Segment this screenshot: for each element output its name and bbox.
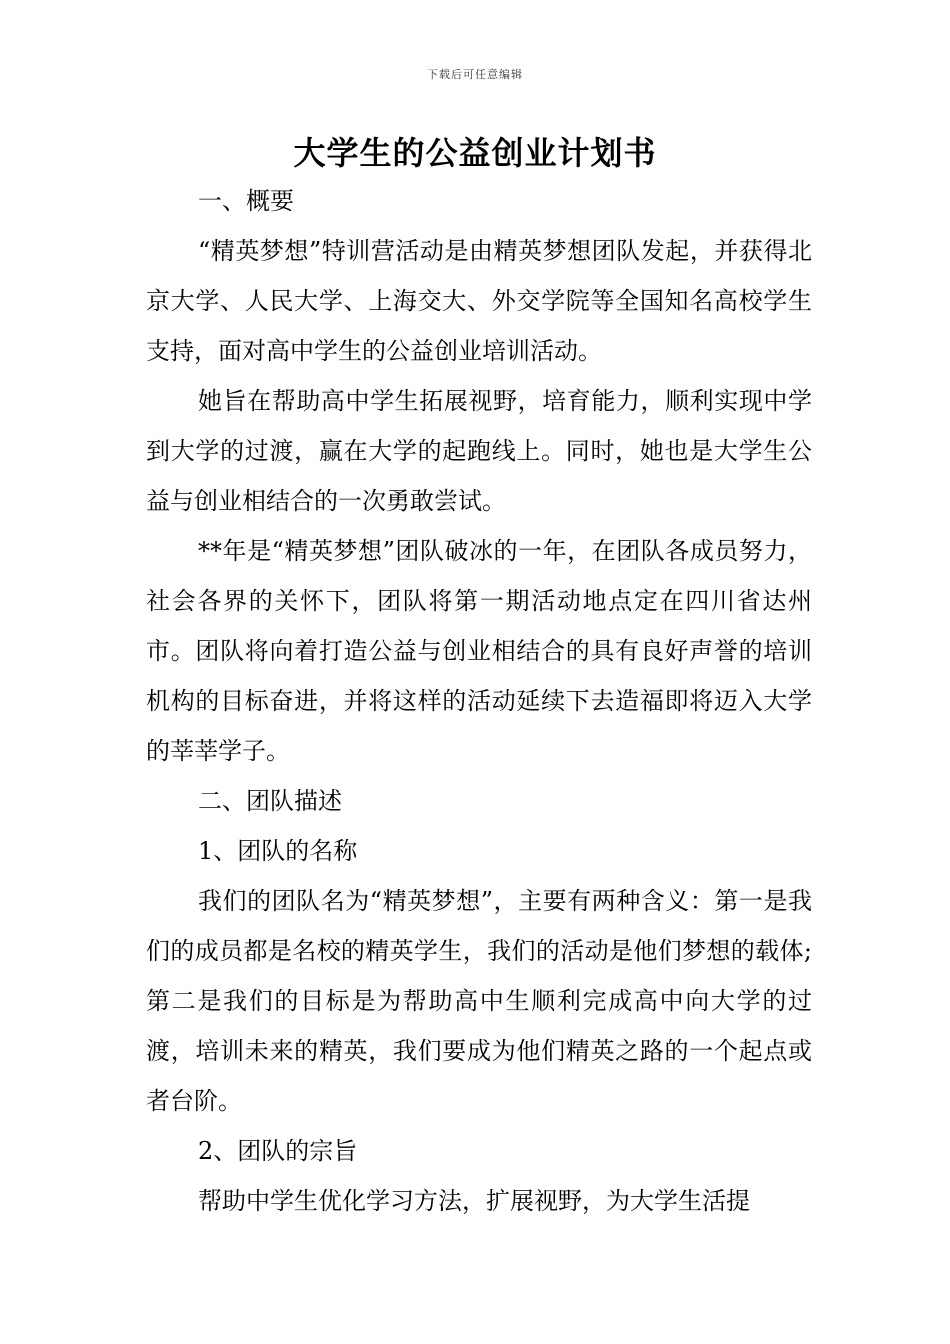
header-note: 下载后可任意编辑 — [427, 68, 523, 81]
paragraph-overview-1: “精英梦想”特训营活动是由精英梦想团队发起，并获得北京大学、人民大学、上海交大、外交学院等全国知名高校学生支持，面对高中学生的公益创业培训活动。 — [146, 237, 812, 365]
paragraph-team-name: 我们的团队名为“精英梦想”，主要有两种含义：第一是我们的成员都是名校的精英学生，我们的活动是他们梦想的载体;第二是我们的目标是为帮助高中生顺利完成高中向大学的过渡，培训未来的精英，我们要成为他们精英之路的一个起点或者台阶。 — [146, 887, 812, 1115]
document-body — [146, 176, 812, 1226]
paragraph-overview-2: 她旨在帮助高中学生拓展视野，培育能力，顺利实现中学到大学的过渡，赢在大学的起跑线上。同时，她也是大学生公益与创业相结合的一次勇敢尝试。 — [146, 387, 812, 515]
section-heading-team: 二、团队描述 — [198, 787, 342, 815]
paragraph-team-purpose: 帮助中学生优化学习方法，扩展视野，为大学生活提 — [198, 1187, 750, 1215]
section-heading-overview: 一、概要 — [198, 187, 294, 215]
document-title: 大学生的公益创业计划书 — [293, 134, 657, 172]
paragraph-overview-3: **年是“精英梦想”团队破冰的一年，在团队各成员努力，社会各界的关怀下，团队将第一期活动地点定在四川省达州市。团队将向着打造公益与创业相结合的具有良好声誉的培训机构的目标奋进，并将这样的活动延续下去造福即将迈入大学的莘莘学子。 — [146, 537, 812, 765]
subheading-team-purpose: 2、团队的宗旨 — [198, 1137, 358, 1165]
subheading-team-name: 1、团队的名称 — [198, 837, 358, 865]
